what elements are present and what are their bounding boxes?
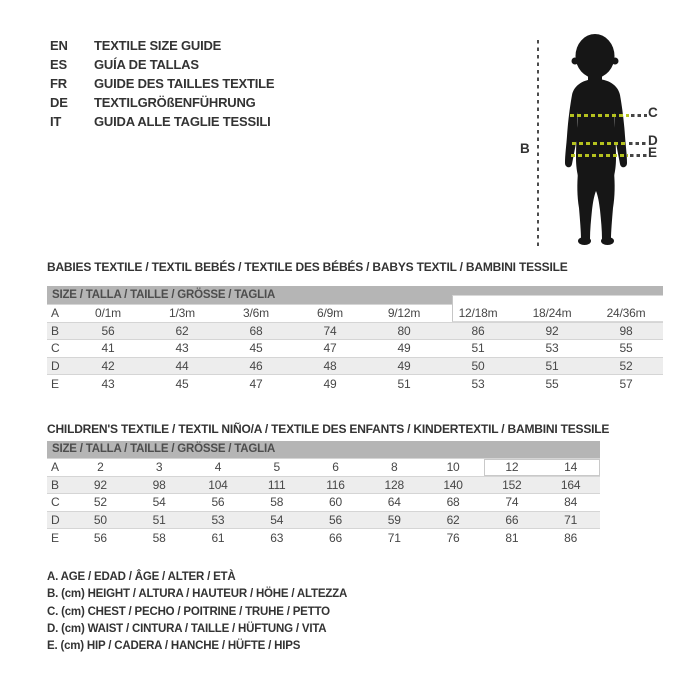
- table-cell: 98: [152, 477, 166, 492]
- table-cell: 59: [387, 513, 401, 528]
- table-cell: 53: [471, 376, 485, 391]
- table-cell: 49: [397, 359, 411, 374]
- table-cell: 53: [211, 513, 225, 528]
- table-cell: 42: [101, 359, 115, 374]
- language-title: GUIDA ALLE TAGLIE TESSILI: [94, 114, 271, 129]
- table-row: [47, 304, 663, 322]
- height-measure-line: [537, 40, 539, 246]
- hip-measure-line: [571, 154, 628, 157]
- table-cell: 60: [329, 495, 342, 510]
- table-cell: 47: [323, 341, 337, 356]
- table-cell: 45: [249, 341, 263, 356]
- chest-measure-line: [570, 114, 629, 117]
- table-cell: 80: [397, 323, 411, 338]
- children-size-table: [47, 441, 600, 546]
- table-cell: 47: [249, 376, 263, 391]
- legend-line: C. (cm) CHEST / PECHO / POITRINE / TRUHE / PETTO: [47, 605, 330, 618]
- table-cell: 68: [446, 495, 460, 510]
- table-cell: 81: [505, 530, 519, 545]
- table-cell: 52: [619, 359, 633, 374]
- measurement-figure: [0, 0, 700, 260]
- table-cell: 8: [391, 460, 398, 475]
- table-cell: 0/1m: [95, 306, 121, 321]
- table-cell: 46: [249, 359, 263, 374]
- table-cell: 86: [564, 530, 578, 545]
- legend-line: E. (cm) HIP / CADERA / HANCHE / HÜFTE / HIPS: [47, 640, 301, 653]
- table-row: [47, 339, 663, 357]
- table-cell: 64: [387, 495, 401, 510]
- table-cell: 12: [505, 460, 519, 475]
- language-code: IT: [50, 114, 62, 129]
- table-cell: 71: [387, 530, 401, 545]
- table-cell: 14: [564, 460, 578, 475]
- table-cell: 86: [471, 323, 485, 338]
- table-row: [47, 374, 663, 392]
- row-letter: B: [51, 477, 59, 492]
- language-code: DE: [50, 95, 68, 110]
- waist-label: D: [648, 133, 658, 148]
- table-cell: 6/9m: [317, 306, 343, 321]
- hip-label: E: [648, 145, 658, 160]
- table-cell: 3: [155, 460, 163, 475]
- language-title: TEXTILE SIZE GUIDE: [94, 38, 222, 53]
- children-table-header: SIZE / TALLA / TAILLE / GRÖSSE / TAGLIA: [47, 441, 600, 458]
- table-cell: 55: [545, 376, 559, 391]
- table-cell: 9/12m: [387, 306, 421, 321]
- table-cell: 66: [505, 513, 519, 528]
- table-cell: 44: [175, 359, 189, 374]
- table-cell: 41: [101, 341, 115, 356]
- table-cell: 56: [101, 323, 115, 338]
- table-row: [47, 322, 663, 340]
- babies-table-header: SIZE / TALLA / TAILLE / GRÖSSE / TAGLIA: [47, 286, 663, 304]
- table-cell: 74: [505, 495, 519, 510]
- chest-measure-leader: [631, 114, 647, 117]
- table-cell: 1/3m: [169, 306, 195, 321]
- measurement-legend: [47, 569, 347, 655]
- babies-size-table: [47, 286, 663, 392]
- table-cell: 58: [152, 530, 166, 545]
- table-cell: 3/6m: [243, 306, 269, 321]
- table-cell: 45: [175, 376, 189, 391]
- language-title: TEXTILGRÖßENFÜHRUNG: [94, 95, 256, 110]
- legend-line: A. AGE / EDAD / ÂGE / ALTER / ETÀ: [47, 571, 236, 583]
- table-cell: 4: [214, 460, 222, 475]
- table-cell: 58: [270, 495, 284, 510]
- table-cell: 68: [249, 323, 263, 338]
- table-cell: 66: [329, 530, 342, 545]
- row-letter: E: [51, 530, 59, 545]
- table-cell: 74: [323, 323, 337, 338]
- table-cell: 63: [270, 530, 284, 545]
- table-cell: 98: [619, 323, 633, 338]
- table-cell: 51: [397, 376, 411, 391]
- row-letter: D: [51, 359, 60, 374]
- table-cell: 43: [101, 376, 115, 391]
- table-row: [47, 357, 663, 375]
- table-cell: 18/24m: [532, 306, 572, 321]
- table-cell: 2: [97, 460, 104, 475]
- table-cell: 51: [471, 341, 485, 356]
- table-cell: 76: [446, 530, 460, 545]
- table-cell: 116: [326, 477, 345, 492]
- language-title: GUÍA DE TALLAS: [94, 57, 199, 72]
- height-label: B: [520, 141, 530, 156]
- child-silhouette: [561, 33, 653, 247]
- table-row: [47, 458, 600, 476]
- table-cell: 56: [93, 530, 107, 545]
- row-letter: C: [51, 341, 60, 356]
- table-cell: 53: [545, 341, 559, 356]
- table-cell: 54: [270, 513, 284, 528]
- language-code: ES: [50, 57, 67, 72]
- table-cell: 52: [93, 495, 107, 510]
- table-cell: 50: [93, 513, 107, 528]
- table-cell: 49: [323, 376, 337, 391]
- language-code: FR: [50, 76, 67, 91]
- table-cell: 49: [397, 341, 411, 356]
- table-cell: 128: [384, 477, 404, 492]
- table-cell: 56: [211, 495, 225, 510]
- language-title: GUIDE DES TAILLES TEXTILE: [94, 76, 275, 91]
- legend-line: D. (cm) WAIST / CINTURA / TAILLE / HÜFTUNG / VITA: [47, 622, 327, 635]
- waist-measure-line: [572, 142, 627, 145]
- table-cell: 5: [273, 460, 280, 475]
- row-letter: C: [51, 495, 60, 510]
- table-cell: 62: [446, 513, 460, 528]
- row-letter: B: [51, 323, 59, 338]
- table-cell: 71: [564, 513, 578, 528]
- table-cell: 62: [175, 323, 189, 338]
- waist-measure-leader: [629, 142, 647, 145]
- table-row: [47, 511, 600, 529]
- table-row: [47, 493, 600, 511]
- table-cell: 104: [208, 477, 228, 492]
- table-cell: 55: [619, 341, 633, 356]
- table-cell: 57: [619, 376, 633, 391]
- table-cell: 6: [332, 460, 339, 475]
- row-letter: A: [51, 460, 59, 475]
- table-cell: 51: [152, 513, 166, 528]
- table-cell: 92: [93, 477, 107, 492]
- table-cell: 48: [323, 359, 337, 374]
- language-code: EN: [50, 38, 68, 53]
- table-cell: 43: [175, 341, 189, 356]
- table-cell: 51: [545, 359, 559, 374]
- table-cell: 54: [152, 495, 166, 510]
- table-cell: 140: [443, 477, 463, 492]
- table-cell: 24/36m: [606, 306, 646, 321]
- table-row: [47, 476, 600, 494]
- table-cell: 84: [564, 495, 578, 510]
- table-cell: 10: [446, 460, 460, 475]
- row-letter: A: [51, 306, 59, 321]
- row-letter: E: [51, 376, 59, 391]
- babies-table-title: BABIES TEXTILE / TEXTIL BEBÉS / TEXTILE DES BÉBÉS / BABYS TEXTIL / BAMBINI TESSILE: [47, 260, 568, 274]
- table-cell: 56: [329, 513, 342, 528]
- row-letter: D: [51, 513, 60, 528]
- table-cell: 111: [267, 477, 286, 492]
- children-table-title: CHILDREN'S TEXTILE / TEXTIL NIÑO/A / TEXTILE DES ENFANTS / KINDERTEXTIL / BAMBINI TESSILE: [47, 422, 610, 436]
- table-row: [47, 528, 600, 546]
- table-cell: 92: [545, 323, 559, 338]
- hip-measure-leader: [630, 154, 647, 157]
- table-cell: 152: [502, 477, 522, 492]
- legend-line: B. (cm) HEIGHT / ALTURA / HAUTEUR / HÖHE / ALTEZZA: [47, 588, 348, 601]
- table-cell: 50: [471, 359, 485, 374]
- chest-label: C: [648, 105, 658, 120]
- table-cell: 12/18m: [458, 306, 498, 321]
- table-cell: 61: [211, 530, 225, 545]
- table-cell: 164: [560, 477, 581, 492]
